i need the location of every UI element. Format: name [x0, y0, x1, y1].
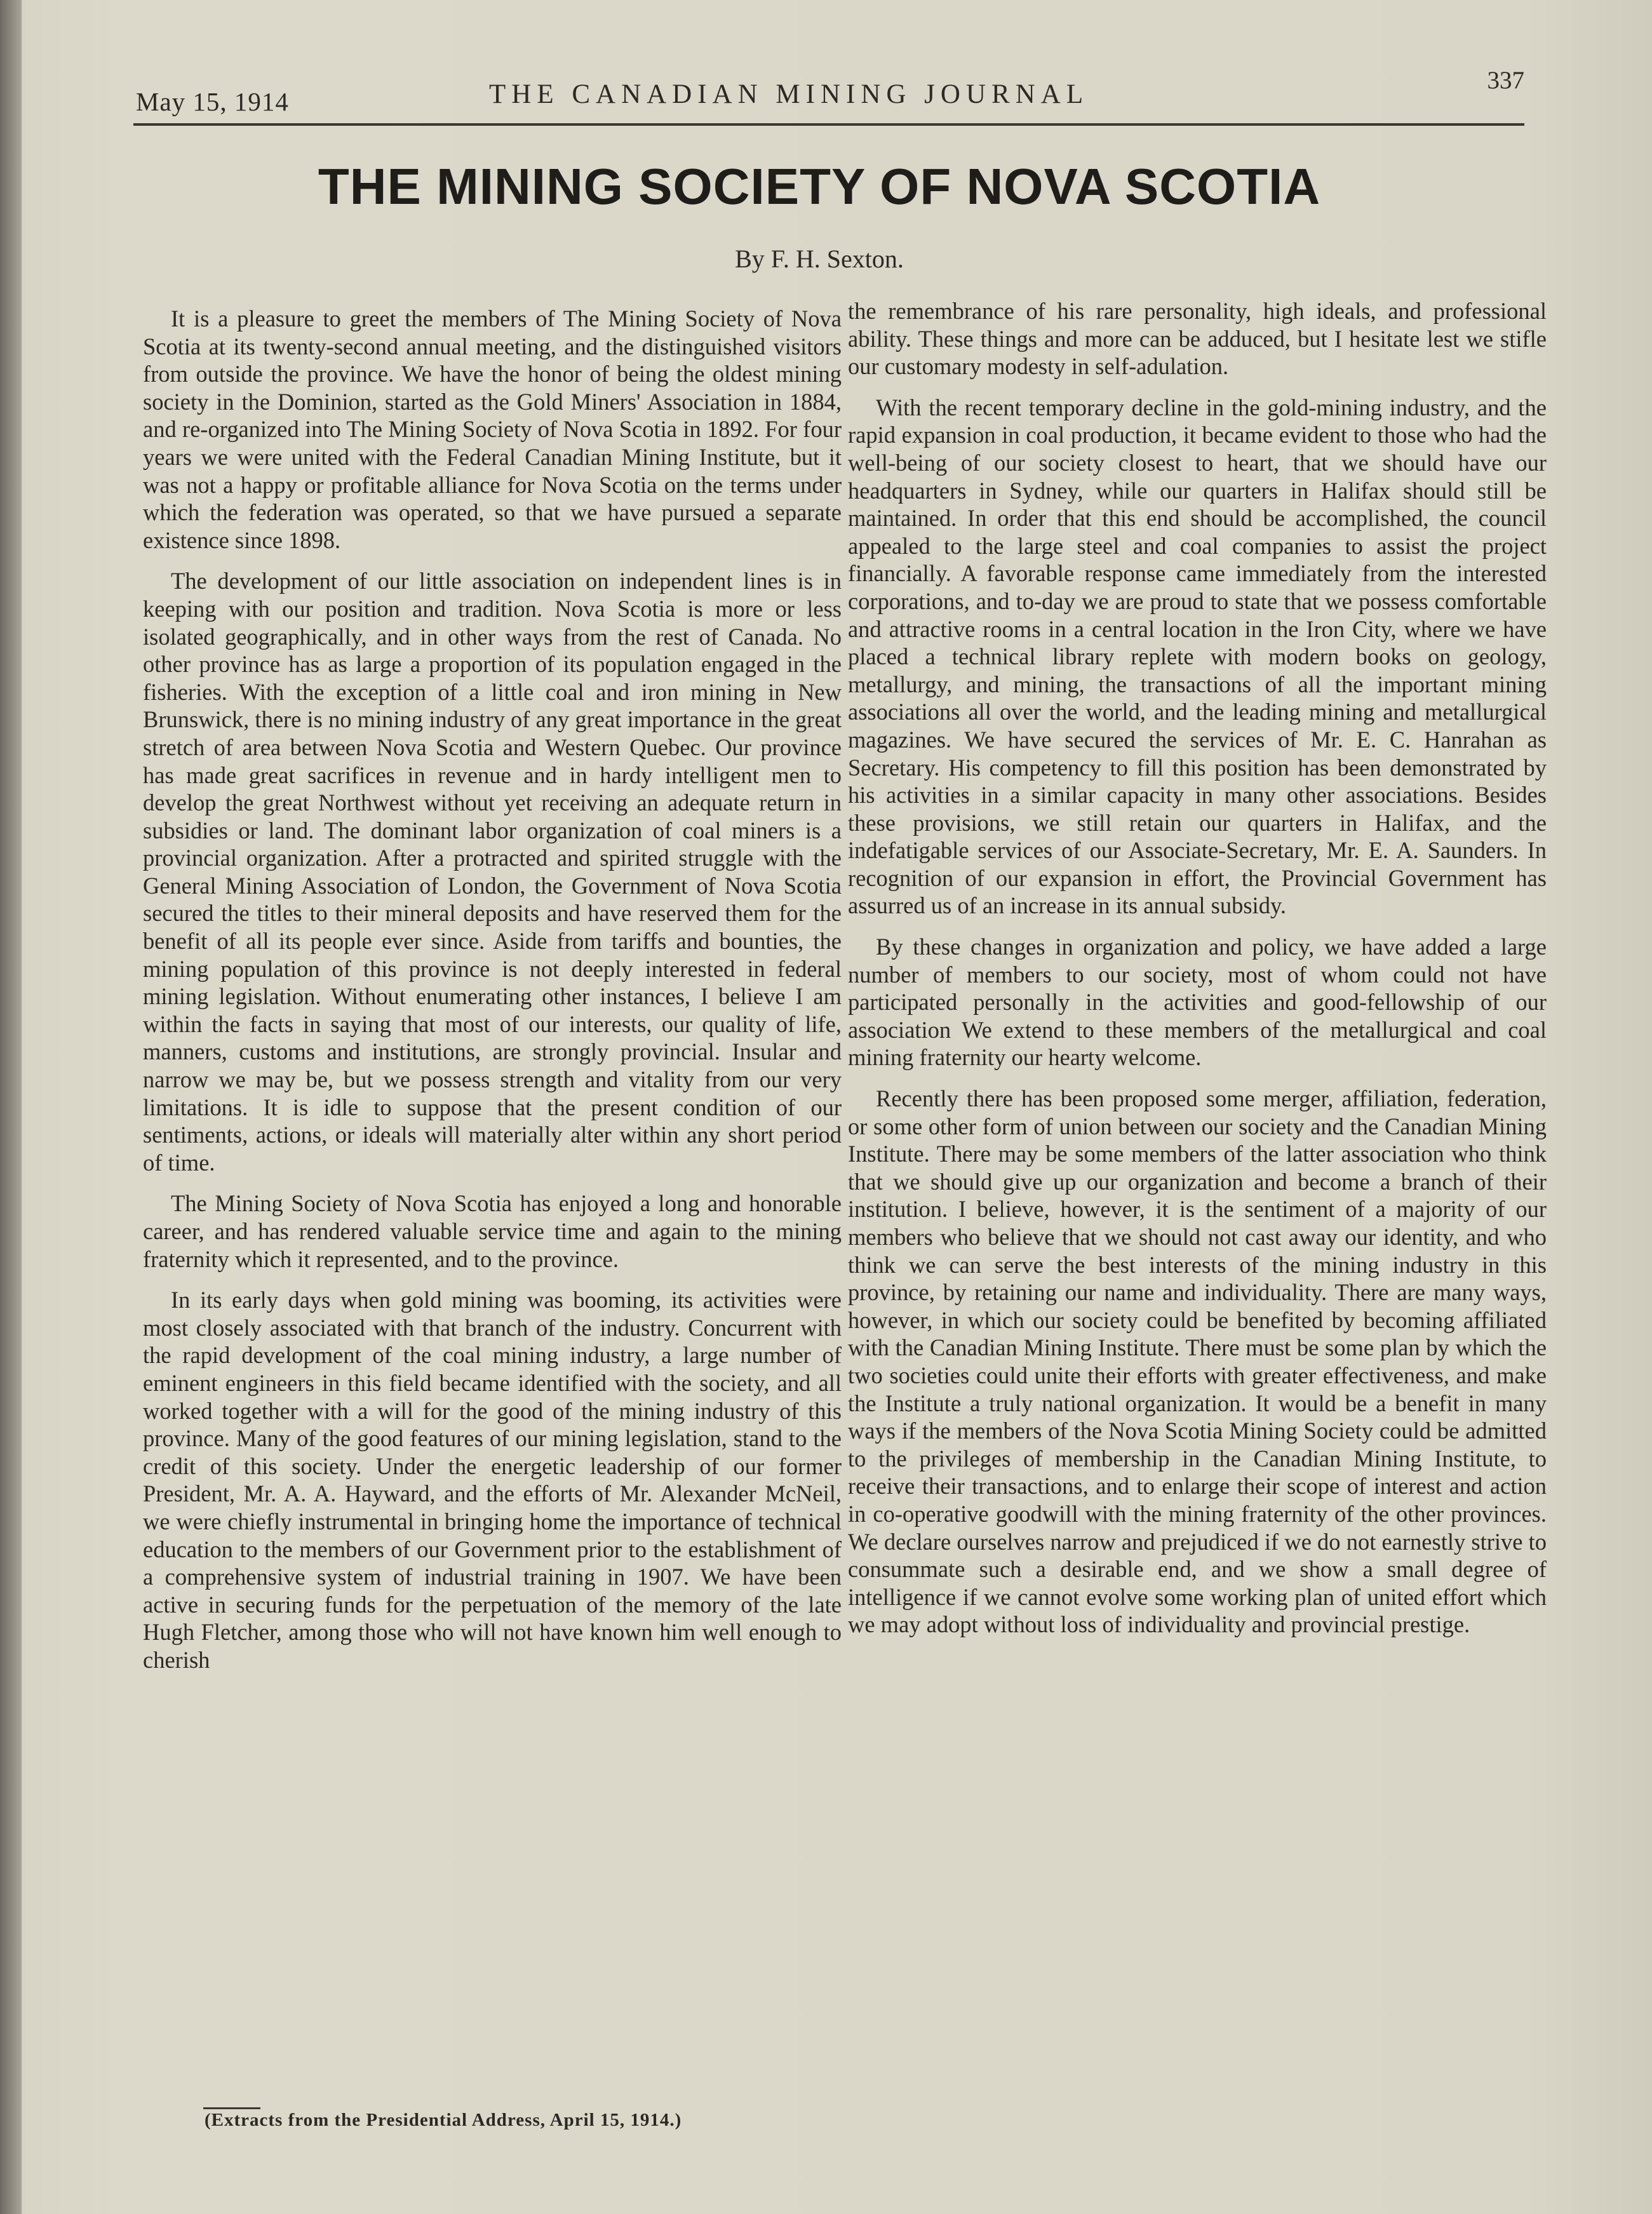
page-binding-edge — [0, 0, 22, 2214]
right-column — [848, 297, 1547, 1652]
left-column — [143, 305, 842, 1687]
paragraph: With the recent temporary decline in the gold-mining industry, and the rapid expansion in coal production, it became evident to those who had the well-being of our society closest to heart, that we should have our headquarters in Sydney, while our quarters in Halifax should still be maintained. In order that this end should be accomplished, the council appealed to the large steel and coal companies to assist the project financially. A favorable response came immediately from the interested corporations, and to-day we are proud to state that we possess comfortable and attractive rooms in a central location in the Iron City, where we have placed a technical library replete with modern books on geology, metallurgy, and mining, the transactions of all the important mining associations all over the world, and the leading mining and metallurgical magazines. We have secured the services of Mr. E. C. Hanrahan as Secretary. His competency to fill this position has been demonstrated by his activities in a similar capacity in many other associations. Besides these provisions, we still retain our quarters in Halifax, and the indefatigable services of our Associate-Secretary, Mr. E. A. Saunders. In recognition of our expansion in effort, the Provincial Government has assurred us of an increase in its annual subsidy. — [848, 394, 1547, 919]
header-page-number: 337 — [1487, 67, 1524, 94]
header-date: May 15, 1914 — [136, 87, 289, 116]
footnote: (Extracts from the Presidential Address, April 15, 1914.) — [205, 2110, 682, 2130]
footnote-rule — [203, 2107, 260, 2109]
paragraph: By these changes in organization and policy, we have added a large number of members to our society, most of whom could not have participated personally in the activities and good-fellowship of our association We extend to these members of the metallurgical and coal mining fraternity our hearty welcome. — [848, 934, 1547, 1071]
article-byline: By F. H. Sexton. — [735, 245, 904, 273]
running-header — [133, 64, 1524, 127]
article-title: THE MINING SOCIETY OF NOVA SCOTIA — [318, 158, 1321, 215]
paragraph: Recently there has been proposed some merger, affiliation, federation, or some other form of union between our society and the Canadian Mining Institute. There may be some members of the latter association who think that we should give up our organization and become a branch of their institution. I believe, however, it is the sentiment of a majority of our members who believe that we should not cast away our identity, and who think we can serve the best interests of the mining industry in this province, by retaining our name and individuality. There are many ways, however, in which our society could be benefited by becoming affiliated with the Canadian Mining Institute. There must be some plan by which the two societies could unite their efforts with greater effectiveness, and make the Institute a truly national organization. It would be a benefit in many ways if the members of the Nova Scotia Mining Society could be admitted to the privileges of membership in the Canadian Mining Institute, to receive their transactions, and to enlarge their scope of interest and action in co-operative goodwill with the mining fraternity of the other provinces. We declare ourselves narrow and prejudiced if we do not earnestly strive to consummate such a desirable end, and we show a small degree of intelligence if we cannot evolve some working plan of united effort which we may adopt without loss of individuality and provincial prestige. — [848, 1085, 1547, 1638]
paragraph: It is a pleasure to greet the members of The Mining Society of Nova Scotia at its twenty-second annual meeting, and the distinguished visitors from outside the province. We have the honor of being the oldest mining society in the Dominion, started as the Gold Miners' Association in 1884, and re-organized into The Mining Society of Nova Scotia in 1892. For four years we were united with the Federal Canadian Mining Institute, but it was not a happy or profitable alliance for Nova Scotia on the terms under which the federation was operated, so that we have pursued a separate existence since 1898. — [143, 305, 842, 553]
paragraph-continued: the remembrance of his rare personality, high ideals, and professional ability. These things and more can be adduced, but I hesitate lest we stifle our customary modesty in self-adulation. — [848, 298, 1547, 380]
paragraph: The Mining Society of Nova Scotia has enjoyed a long and honorable career, and has rendered valuable service time and again to the mining fraternity which it represented, and to the province. — [143, 1190, 842, 1272]
paragraph: The development of our little association on independent lines is in keeping with our position and tradition. Nova Scotia is more or less isolated geographically, and in other ways from the rest of Canada. No other province has as large a proportion of its population engaged in the fisheries. With the exception of a little coal and iron mining in New Brunswick, there is no mining industry of any great importance in the great stretch of area between Nova Scotia and Western Quebec. Our province has made great sacrifices in revenue and in hardy intelligent men to develop the great Northwest without yet receiving an adequate return in subsidies or land. The dominant labor organization of coal miners is a provincial organization. After a protracted and spirited struggle with the General Mining Association of London, the Government of Nova Scotia secured the titles to their mineral deposits and have reserved them for the benefit of all its people ever since. Aside from tariffs and bounties, the mining population of this province is not deeply interested in federal mining legislation. Without enumerating other instances, I believe I am within the facts in saying that most of our interests, our quality of life, manners, customs and institutions, are strongly provincial. Insular and narrow we may be, but we possess strength and vitality from our very limitations. It is idle to suppose that the present condition of our sentiments, actions, or ideals will materially alter within any short period of time. — [143, 568, 842, 1176]
header-journal-name: THE CANADIAN MINING JOURNAL — [489, 79, 1089, 109]
header-rule — [133, 123, 1524, 126]
paragraph: In its early days when gold mining was booming, its activities were most closely associated with that branch of the industry. Concurrent with the rapid development of the coal mining industry, a large number of eminent engineers in this field became identified with the society, and all worked together with a will for the good of the mining industry of this province. Many of the good features of our mining legislation, stand to the credit of this society. Under the energetic leadership of our former President, Mr. A. A. Hayward, and the efforts of Mr. Alexander McNeil, we were chiefly instrumental in bringing home the importance of technical education to the members of our Government prior to the establishment of a comprehensive system of industrial training in 1907. We have been active in securing funds for the perpetuation of the memory of the late Hugh Fletcher, among those who will not have known him well enough to cherish — [143, 1287, 842, 1673]
